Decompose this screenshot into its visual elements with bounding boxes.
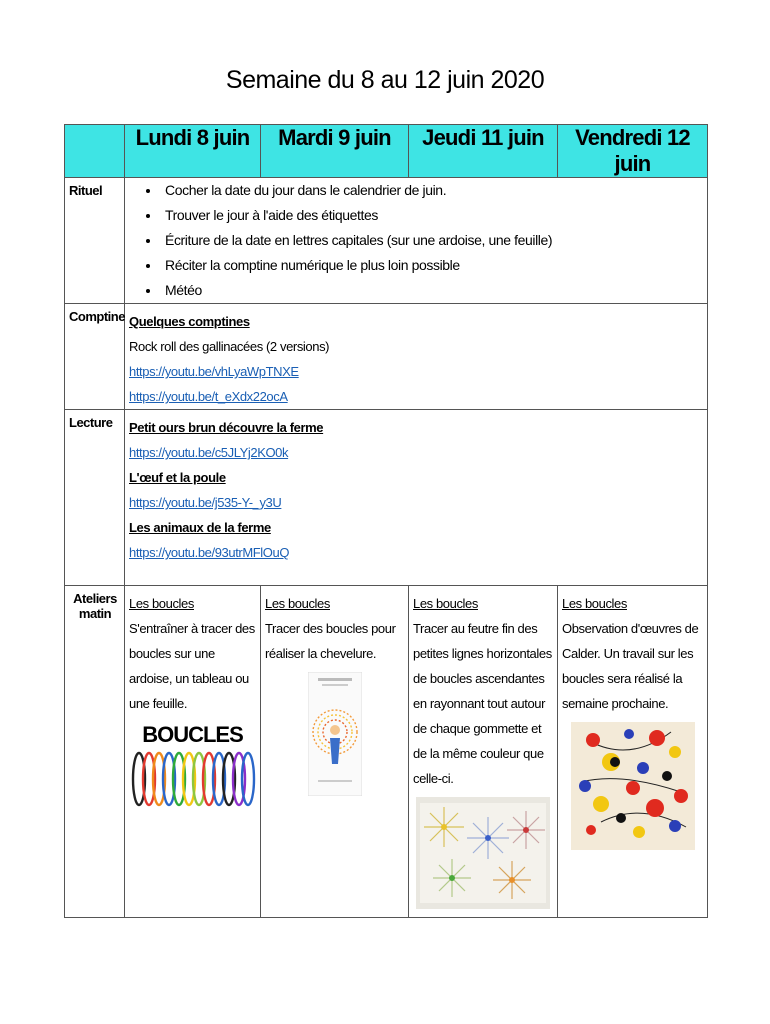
atelier-tuesday-cell: [261, 586, 409, 918]
lecture-cell: [125, 410, 708, 586]
lecture-title: Petit ours brun découvre la ferme: [129, 420, 324, 435]
comptine-link-2[interactable]: https://youtu.be/t_eXdx22ocA: [129, 389, 288, 404]
rituel-item: • Météo: [161, 278, 703, 303]
lecture-link[interactable]: https://youtu.be/93utrMFlOuQ: [129, 545, 290, 560]
atelier-text: Observation d'œuvres de Calder. Un travail sur les boucles sera réalisé la semaine prochaine.: [562, 621, 699, 711]
gommette-photo: [413, 797, 553, 917]
peacock-hair-image: [265, 672, 404, 804]
atelier-friday-cell: [558, 586, 708, 918]
header-day-monday: Lundi 8 juin: [125, 125, 261, 178]
gommette-star-drawing: [416, 797, 550, 909]
atelier-text: Tracer au feutre fin des petites lignes horizontales de boucles ascendantes en rayonnant tout autour de chaque gommette et de la même couleur que celle-ci.: [413, 621, 552, 786]
comptine-cell: [125, 304, 708, 410]
ateliers-label-line2: matin: [78, 606, 112, 621]
atelier-title: Les boucles: [129, 596, 194, 611]
atelier-thursday-cell: [409, 586, 558, 918]
rituel-row: [65, 178, 708, 304]
header-row: [65, 125, 708, 178]
weekly-schedule-table: [64, 124, 708, 918]
comptine-link-1[interactable]: https://youtu.be/vhLyaWpTNXE: [129, 364, 299, 379]
colored-loops-image: [129, 748, 257, 810]
header-empty-cell: [65, 125, 125, 178]
lecture-link[interactable]: https://youtu.be/c5JLYj2KO0k: [129, 445, 289, 460]
rituel-label: Rituel: [65, 178, 125, 304]
rituel-item: • Cocher la date du jour dans le calendrier de juin.: [161, 178, 703, 203]
ateliers-label: [65, 586, 125, 918]
rituel-item: • Écriture de la date en lettres capitales (sur une ardoise, une feuille): [161, 228, 703, 253]
boucles-illustration: [129, 722, 256, 818]
comptine-heading: Quelques comptines: [129, 314, 250, 329]
calder-artwork-image: [562, 722, 703, 858]
atelier-title: Les boucles: [265, 596, 330, 611]
peacock-drawing: [308, 672, 362, 796]
comptine-text: Rock roll des gallinacées (2 versions): [129, 339, 330, 354]
header-day-friday: Vendredi 12 juin: [558, 125, 708, 178]
rituel-cell: [125, 178, 708, 304]
rituel-item: • Trouver le jour à l'aide des étiquettes: [161, 203, 703, 228]
atelier-text: Tracer des boucles pour réaliser la chevelure.: [265, 621, 396, 661]
lecture-link[interactable]: https://youtu.be/j535-Y-_y3U: [129, 495, 282, 510]
header-day-thursday: Jeudi 11 juin: [409, 125, 558, 178]
header-day-tuesday: Mardi 9 juin: [261, 125, 409, 178]
lecture-title: Les animaux de la ferme: [129, 520, 271, 535]
page-title: Semaine du 8 au 12 juin 2020: [225, 66, 545, 94]
boucles-caption: BOUCLES: [142, 722, 243, 747]
rituel-list: [129, 178, 703, 303]
comptine-row: [65, 304, 708, 410]
lecture-title: L'œuf et la poule: [129, 470, 226, 485]
comptine-label: Comptine: [65, 304, 125, 410]
atelier-text: S'entraîner à tracer des boucles sur une ardoise, un tableau ou une feuille.: [129, 621, 255, 711]
atelier-title: Les boucles: [413, 596, 478, 611]
calder-painting: [571, 722, 695, 850]
lecture-label: Lecture: [65, 410, 125, 586]
lecture-row: [65, 410, 708, 586]
atelier-monday-cell: [125, 586, 261, 918]
ateliers-label-line1: Ateliers: [73, 591, 117, 606]
ateliers-row: [65, 586, 708, 918]
rituel-item: • Réciter la comptine numérique le plus loin possible: [161, 253, 703, 278]
atelier-title: Les boucles: [562, 596, 627, 611]
